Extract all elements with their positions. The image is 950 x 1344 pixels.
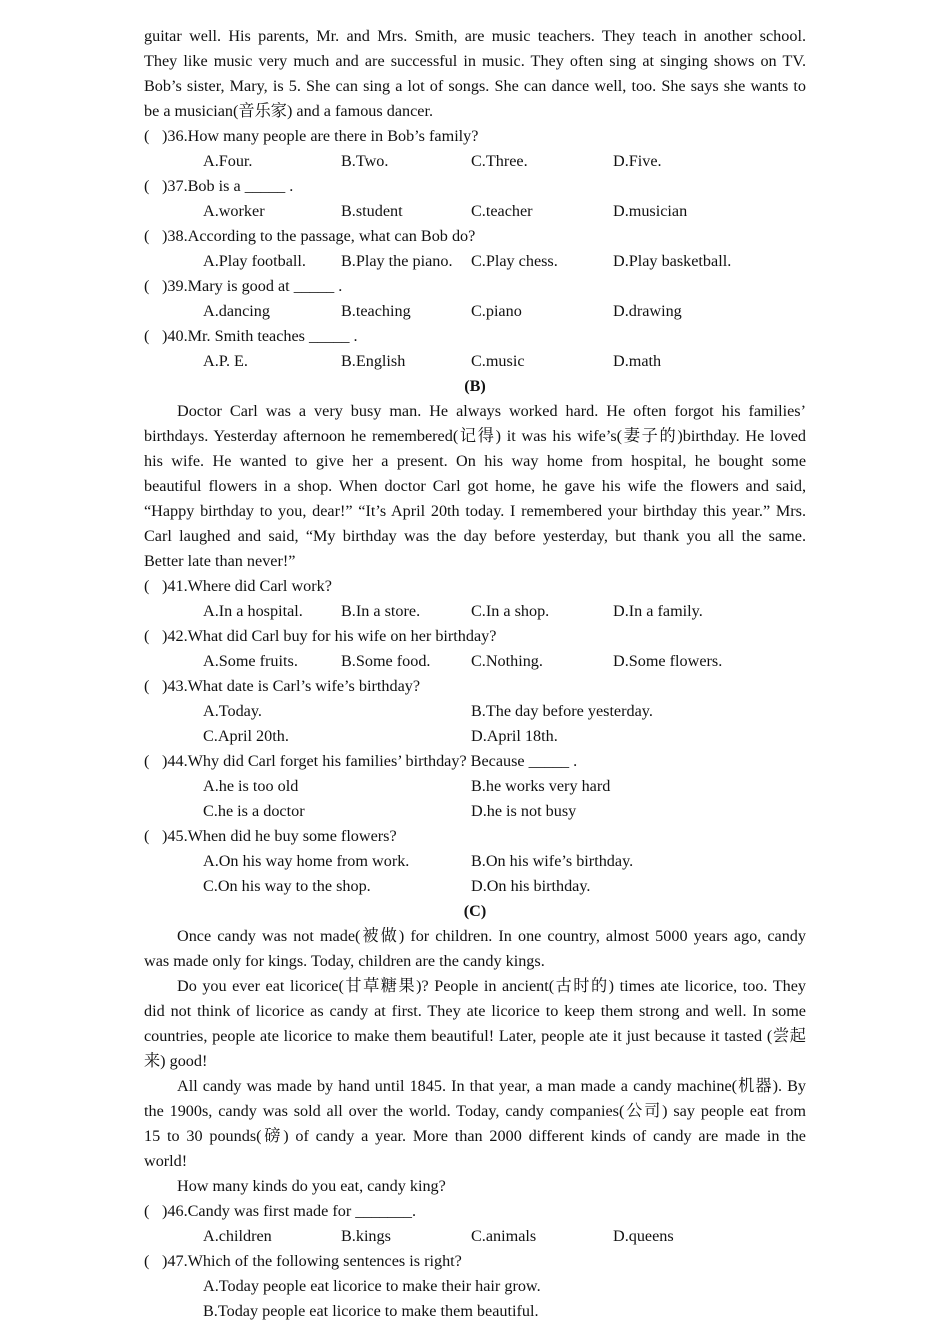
answer-blank[interactable]: (: [144, 827, 150, 845]
option-b: B.In a store.: [341, 602, 421, 620]
option-c: C.teacher: [471, 202, 533, 220]
option-d: D.Play basketball.: [613, 252, 732, 270]
option-b: B.Play the piano.: [341, 252, 453, 270]
option-a: A.Play football.: [203, 252, 306, 270]
option-a: A.Four.: [203, 152, 253, 170]
question-text: )41.Where did Carl work?: [162, 577, 332, 595]
text-column: [144, 24, 806, 1324]
answer-blank[interactable]: (: [144, 127, 150, 145]
passage-c-line: the 1900s, candy was sold all over the world. Today, candy companies(公司) say people eat from: [144, 1102, 806, 1120]
option-a: A.On his way home from work.: [203, 852, 410, 870]
option-a: A.Some fruits.: [203, 652, 298, 670]
options-39: [144, 299, 806, 324]
passage-c-line: All candy was made by hand until 1845. In that year, a man made a candy machine(机器). By: [177, 1077, 806, 1095]
passage-c-line: 来) good!: [144, 1052, 208, 1070]
options-47-row1: [144, 1274, 806, 1299]
passage-c-line: did not think of licorice as candy at first. They ate licorice to keep them strong and well. In some: [144, 1002, 806, 1020]
passage-c-line: world!: [144, 1152, 188, 1170]
options-47-row2: [144, 1299, 806, 1324]
answer-blank[interactable]: (: [144, 752, 150, 770]
passage-a-line: be a musician(音乐家) and a famous dancer.: [144, 102, 434, 120]
passage-c-line: countries, people ate licorice to make them beautiful! Later, people ate it just because it tasted (尝起: [144, 1027, 806, 1045]
option-c: C.music: [471, 352, 525, 370]
question-37: [144, 174, 806, 199]
option-b: B.Today people eat licorice to make them beautiful.: [203, 1302, 539, 1320]
option-c: C.In a shop.: [471, 602, 550, 620]
options-45-row2: [144, 874, 806, 899]
option-d: D.he is not busy: [471, 802, 577, 820]
option-d: D.drawing: [613, 302, 682, 320]
option-a: A.he is too old: [203, 777, 299, 795]
option-d: D.Some flowers.: [613, 652, 723, 670]
question-text: )37.Bob is a _____ .: [162, 177, 294, 195]
passage-b-line: Doctor Carl was a very busy man. He always worked hard. He often forgot his families’: [177, 402, 806, 420]
option-b: B.student: [341, 202, 403, 220]
option-b: B.On his wife’s birthday.: [471, 852, 634, 870]
option-c: C.he is a doctor: [203, 802, 305, 820]
question-42: [144, 624, 806, 649]
option-c: C.piano: [471, 302, 522, 320]
answer-blank[interactable]: (: [144, 227, 150, 245]
passage-b-line: birthdays. Yesterday afternoon he remembered(记得) it was his wife’s(妻子的)birthday. He loved: [144, 427, 806, 445]
passage-c-line: Once candy was not made(被做) for children. In one country, almost 5000 years ago, candy: [177, 927, 806, 945]
option-a: A.dancing: [203, 302, 270, 320]
option-c: C.Nothing.: [471, 652, 543, 670]
passage-b-line: Carl laughed and said, “My birthday was the day before yesterday, but thank you all the same.: [144, 527, 806, 545]
question-text: )47.Which of the following sentences is right?: [162, 1252, 462, 1270]
question-text: )43.What date is Carl’s wife’s birthday?: [162, 677, 421, 695]
passage-b-line: “Happy birthday to you, dear!” “It’s April 20th today. I remembered your birthday this year.” Mrs.: [144, 502, 806, 520]
question-38: [144, 224, 806, 249]
passage-b-line: beautiful flowers in a shop. When doctor Carl got home, he gave his wife the flowers and said,: [144, 477, 806, 495]
question-text: )39.Mary is good at _____ .: [162, 277, 343, 295]
option-c: C.April 20th.: [203, 727, 289, 745]
options-44-row2: [144, 799, 806, 824]
question-text: )45.When did he buy some flowers?: [162, 827, 397, 845]
passage-b-line: Better late than never!”: [144, 552, 296, 570]
answer-blank[interactable]: (: [144, 327, 150, 345]
options-46: [144, 1224, 806, 1249]
option-c: C.Three.: [471, 152, 528, 170]
passage-c-line: 15 to 30 pounds(磅) of candy a year. More than 2000 different kinds of candy are made in the: [144, 1127, 806, 1145]
answer-blank[interactable]: (: [144, 177, 150, 195]
options-43-row1: [144, 699, 806, 724]
option-d: D.April 18th.: [471, 727, 558, 745]
question-43: [144, 674, 806, 699]
options-37: [144, 199, 806, 224]
passage-c-line: Do you ever eat licorice(甘草糖果)? People in ancient(古时的) times ate licorice, too. They: [177, 977, 806, 995]
option-a: A.In a hospital.: [203, 602, 303, 620]
option-a: A.Today people eat licorice to make their hair grow.: [203, 1277, 541, 1295]
question-text: )46.Candy was first made for _______.: [162, 1202, 417, 1220]
option-b: B.English: [341, 352, 406, 370]
option-c: C.Play chess.: [471, 252, 558, 270]
question-47: [144, 1249, 806, 1274]
option-a: A.Today.: [203, 702, 262, 720]
option-b: B.Two.: [341, 152, 389, 170]
question-39: [144, 274, 806, 299]
question-text: )36.How many people are there in Bob’s family?: [162, 127, 479, 145]
option-d: D.math: [613, 352, 662, 370]
question-text: )42.What did Carl buy for his wife on her birthday?: [162, 627, 497, 645]
option-a: A.children: [203, 1227, 272, 1245]
question-44: [144, 749, 806, 774]
option-b: B.he works very hard: [471, 777, 611, 795]
passage-a-line: guitar well. His parents, Mr. and Mrs. Smith, are music teachers. They teach in another school.: [144, 27, 806, 45]
option-c: C.On his way to the shop.: [203, 877, 371, 895]
options-43-row2: [144, 724, 806, 749]
answer-blank[interactable]: (: [144, 277, 150, 295]
option-d: D.musician: [613, 202, 688, 220]
option-a: A.worker: [203, 202, 265, 220]
passage-c-line: was made only for kings. Today, children are the candy kings.: [144, 952, 545, 970]
option-b: B.Some food.: [341, 652, 431, 670]
section-c-heading: (C): [463, 902, 487, 920]
question-46: [144, 1199, 806, 1224]
option-a: A.P. E.: [203, 352, 248, 370]
option-d: D.Five.: [613, 152, 662, 170]
options-45-row1: [144, 849, 806, 874]
options-40: [144, 349, 806, 374]
option-d: D.In a family.: [613, 602, 703, 620]
section-b-heading: (B): [464, 377, 486, 395]
question-36: [144, 124, 806, 149]
answer-blank[interactable]: (: [144, 1202, 150, 1220]
options-36: [144, 149, 806, 174]
answer-blank[interactable]: (: [144, 577, 150, 595]
options-44-row1: [144, 774, 806, 799]
option-d: D.queens: [613, 1227, 674, 1245]
passage-b-line: his wife. He wanted to give her a present. On his way home from hospital, he bought some: [144, 452, 806, 470]
passage-a-line: They like music very much and are successful in music. They often sing at singing shows on TV.: [144, 52, 806, 70]
question-text: )38.According to the passage, what can Bob do?: [162, 227, 476, 245]
answer-blank[interactable]: (: [144, 1252, 150, 1270]
options-42: [144, 649, 806, 674]
question-text: )44.Why did Carl forget his families’ birthday? Because _____ .: [162, 752, 578, 770]
option-b: B.teaching: [341, 302, 411, 320]
passage-a-line: Bob’s sister, Mary, is 5. She can sing a lot of songs. She can dance well, too. She says she wants to: [144, 77, 806, 95]
option-b: B.kings: [341, 1227, 391, 1245]
question-text: )40.Mr. Smith teaches _____ .: [162, 327, 358, 345]
options-38: [144, 249, 806, 274]
question-41: [144, 574, 806, 599]
question-45: [144, 824, 806, 849]
passage-c-line: How many kinds do you eat, candy king?: [177, 1177, 446, 1195]
answer-blank[interactable]: (: [144, 677, 150, 695]
options-41: [144, 599, 806, 624]
option-c: C.animals: [471, 1227, 537, 1245]
option-b: B.The day before yesterday.: [471, 702, 653, 720]
question-40: [144, 324, 806, 349]
option-d: D.On his birthday.: [471, 877, 591, 895]
answer-blank[interactable]: (: [144, 627, 150, 645]
